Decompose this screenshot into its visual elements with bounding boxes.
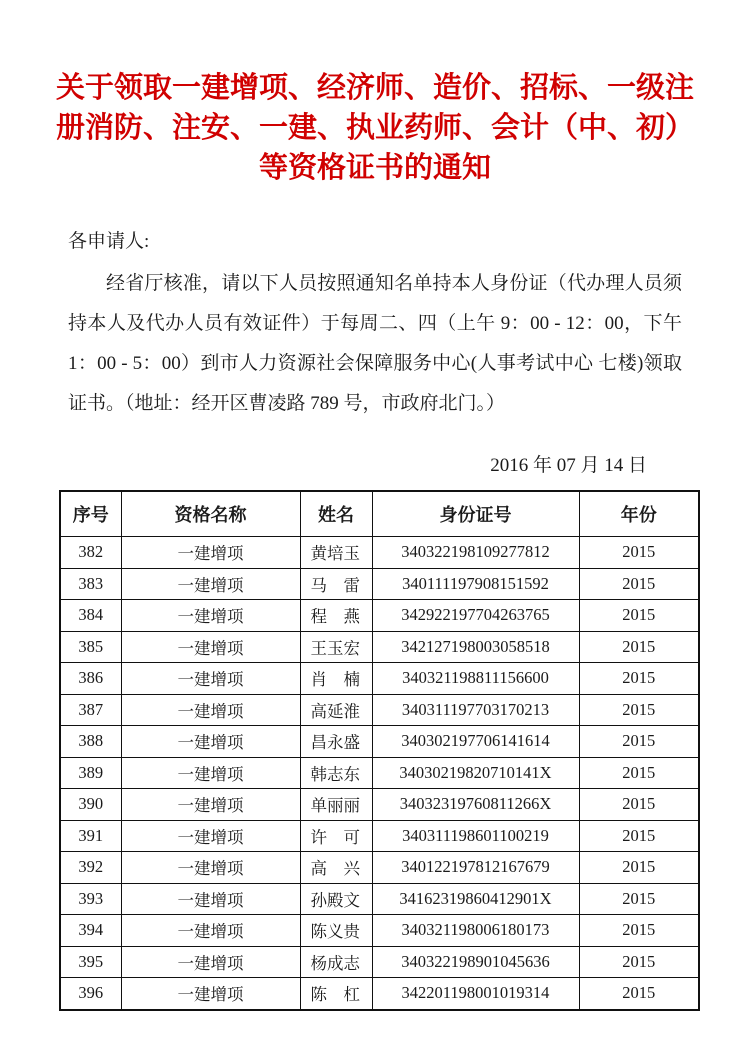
cell-name: 高 兴 (300, 852, 372, 884)
cell-name: 黄培玉 (300, 537, 372, 569)
cell-year: 2015 (579, 600, 699, 632)
cell-index: 385 (60, 631, 121, 663)
table-row (60, 852, 699, 884)
table-row (60, 757, 699, 789)
cell-id-number: 340111197908151592 (372, 568, 579, 600)
cell-year: 2015 (579, 726, 699, 758)
cell-id-number: 340311198601100219 (372, 820, 579, 852)
cell-name: 孙殿文 (300, 883, 372, 915)
cell-year: 2015 (579, 631, 699, 663)
cell-name: 许 可 (300, 820, 372, 852)
cell-qualification: 一建增项 (121, 537, 300, 569)
table-row (60, 631, 699, 663)
cell-qualification: 一建增项 (121, 883, 300, 915)
cell-id-number: 340322198109277812 (372, 537, 579, 569)
cell-year: 2015 (579, 883, 699, 915)
salutation: 各申请人: (68, 231, 150, 252)
cell-name: 陈义贵 (300, 915, 372, 947)
cell-qualification: 一建增项 (121, 789, 300, 821)
cell-id-number: 34030219820710141X (372, 757, 579, 789)
cell-index: 391 (60, 820, 121, 852)
cell-id-number: 340122197812167679 (372, 852, 579, 884)
cell-index: 395 (60, 946, 121, 978)
cell-index: 389 (60, 757, 121, 789)
cell-year: 2015 (579, 537, 699, 569)
table-row (60, 568, 699, 600)
cell-name: 肖 楠 (300, 663, 372, 695)
cell-index: 384 (60, 600, 121, 632)
cell-qualification: 一建增项 (121, 852, 300, 884)
cell-year: 2015 (579, 915, 699, 947)
cell-name: 杨成志 (300, 946, 372, 978)
table-row (60, 883, 699, 915)
table-header-row (60, 491, 699, 537)
table-row (60, 978, 699, 1010)
cell-index: 394 (60, 915, 121, 947)
table-body (60, 537, 699, 1010)
cell-qualification: 一建增项 (121, 915, 300, 947)
cell-year: 2015 (579, 757, 699, 789)
cell-id-number: 340321198006180173 (372, 915, 579, 947)
cell-year: 2015 (579, 694, 699, 726)
cell-id-number: 34162319860412901X (372, 883, 579, 915)
cell-qualification: 一建增项 (121, 694, 300, 726)
cell-index: 383 (60, 568, 121, 600)
cell-qualification: 一建增项 (121, 726, 300, 758)
cell-index: 386 (60, 663, 121, 695)
cell-id-number: 340321198811156600 (372, 663, 579, 695)
cell-name: 王玉宏 (300, 631, 372, 663)
cell-name: 昌永盛 (300, 726, 372, 758)
cell-id-number: 342127198003058518 (372, 631, 579, 663)
cell-year: 2015 (579, 946, 699, 978)
cell-name: 陈 杠 (300, 978, 372, 1010)
cell-qualification: 一建增项 (121, 820, 300, 852)
table-row (60, 915, 699, 947)
table-row (60, 694, 699, 726)
cell-year: 2015 (579, 663, 699, 695)
header-cell-year: 年份 (579, 491, 699, 537)
cell-year: 2015 (579, 789, 699, 821)
header-cell-id-number: 身份证号 (372, 491, 579, 537)
cell-id-number: 342201198001019314 (372, 978, 579, 1010)
header-cell-qualification: 资格名称 (121, 491, 300, 537)
cell-name: 韩志东 (300, 757, 372, 789)
cell-qualification: 一建增项 (121, 663, 300, 695)
cell-index: 390 (60, 789, 121, 821)
notice-body: 经省厅核准，请以下人员按照通知名单持本人身份证（代办理人员须持本人及代办人员有效证件）于每周二、四（上午 9：00 - 12：00，下午 1：00 - 5：00）到市人力资源社会保障服务中心(人事考试中心 七楼)领取证书。（地址：经开区曹凌路 789 号，市政府北门。） (68, 273, 682, 414)
cell-index: 382 (60, 537, 121, 569)
cell-year: 2015 (579, 978, 699, 1010)
table-row (60, 537, 699, 569)
table-row (60, 663, 699, 695)
cell-year: 2015 (579, 568, 699, 600)
table-row (60, 789, 699, 821)
cell-name: 高延淮 (300, 694, 372, 726)
table-row (60, 820, 699, 852)
cell-id-number: 340311197703170213 (372, 694, 579, 726)
table-row (60, 946, 699, 978)
cell-index: 392 (60, 852, 121, 884)
cell-id-number: 34032319760811266X (372, 789, 579, 821)
notice-title: 关于领取一建增项、经济师、造价、招标、一级注册消防、注安、一建、执业药师、会计（中、初）等资格证书的通知 (55, 72, 694, 184)
cell-name: 程 燕 (300, 600, 372, 632)
certificate-table (59, 490, 700, 1011)
cell-index: 396 (60, 978, 121, 1010)
cell-qualification: 一建增项 (121, 631, 300, 663)
cell-qualification: 一建增项 (121, 757, 300, 789)
cell-year: 2015 (579, 820, 699, 852)
cell-name: 马 雷 (300, 568, 372, 600)
cell-index: 393 (60, 883, 121, 915)
cell-id-number: 340322198901045636 (372, 946, 579, 978)
cell-qualification: 一建增项 (121, 946, 300, 978)
cell-year: 2015 (579, 852, 699, 884)
cell-qualification: 一建增项 (121, 600, 300, 632)
cell-index: 387 (60, 694, 121, 726)
table-row (60, 726, 699, 758)
cell-index: 388 (60, 726, 121, 758)
header-cell-name: 姓名 (300, 491, 372, 537)
cell-name: 单丽丽 (300, 789, 372, 821)
table-row (60, 600, 699, 632)
cell-qualification: 一建增项 (121, 978, 300, 1010)
header-cell-index: 序号 (60, 491, 121, 537)
notice-date: 2016 年 07 月 14 日 (490, 455, 647, 476)
cell-id-number: 340302197706141614 (372, 726, 579, 758)
cell-qualification: 一建增项 (121, 568, 300, 600)
cell-id-number: 342922197704263765 (372, 600, 579, 632)
